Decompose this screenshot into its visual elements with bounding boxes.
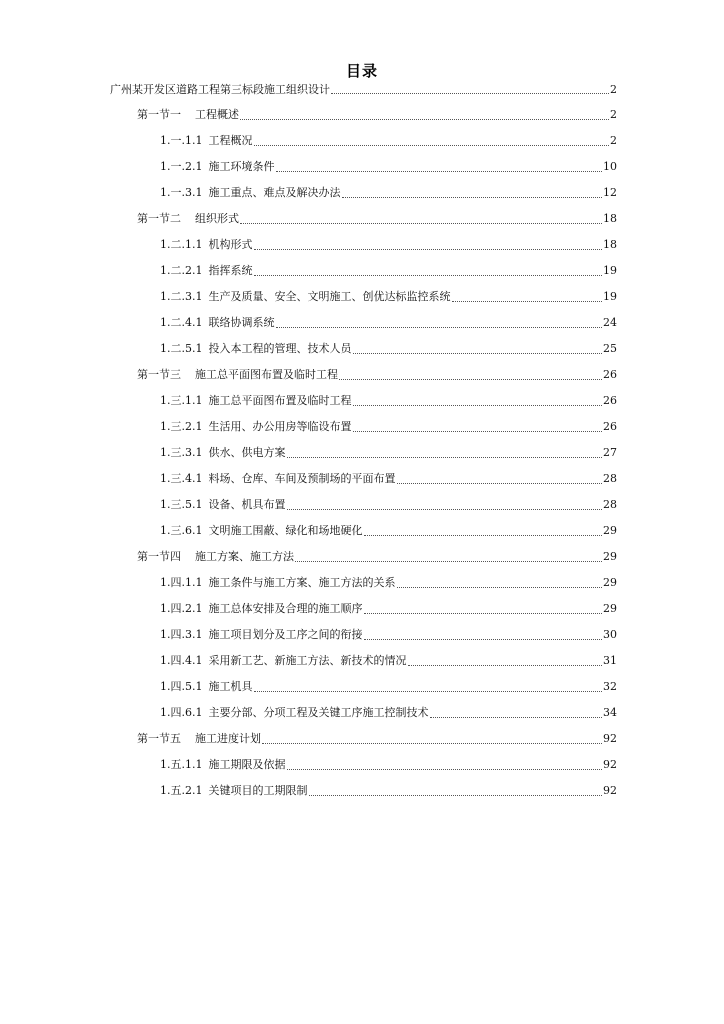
toc-dot-leader bbox=[364, 534, 603, 536]
toc-entry[interactable] bbox=[0, 102, 724, 128]
toc-entry-page: 92 bbox=[603, 758, 617, 771]
toc-entry[interactable] bbox=[0, 726, 724, 752]
toc-entry-number: 1.四.3.1 bbox=[160, 628, 203, 641]
toc-entry[interactable] bbox=[0, 518, 724, 544]
toc-dot-leader bbox=[295, 560, 602, 562]
toc-entry-number: 1.一.2.1 bbox=[160, 160, 203, 173]
toc-dot-leader bbox=[262, 742, 602, 744]
toc-entry-number: 1.三.6.1 bbox=[160, 524, 203, 537]
toc-entry-page: 92 bbox=[603, 784, 617, 797]
toc-entry[interactable] bbox=[0, 700, 724, 726]
toc-entry-page: 2 bbox=[610, 134, 617, 147]
toc-entry-number: 1.五.2.1 bbox=[160, 784, 203, 797]
toc-entry[interactable] bbox=[0, 232, 724, 258]
toc-dot-leader bbox=[430, 716, 603, 718]
toc-dot-leader bbox=[353, 352, 603, 354]
toc-entry[interactable] bbox=[0, 440, 724, 466]
toc-entry-label: 施工期限及依据 bbox=[208, 758, 286, 771]
toc-entry[interactable] bbox=[0, 466, 724, 492]
toc-dot-leader bbox=[287, 456, 603, 458]
toc-entry-page: 30 bbox=[603, 628, 617, 641]
toc-dot-leader bbox=[408, 664, 603, 666]
toc-entry-number: 1.二.4.1 bbox=[160, 316, 203, 329]
toc-dot-leader bbox=[309, 794, 603, 796]
toc-entry-number: 1.二.5.1 bbox=[160, 342, 203, 355]
toc-entry-label: 主要分部、分项工程及关键工序施工控制技术 bbox=[208, 706, 429, 719]
toc-entry[interactable] bbox=[0, 258, 724, 284]
toc-entry-number: 第一节四 bbox=[137, 550, 181, 563]
toc-dot-leader bbox=[364, 638, 603, 640]
toc-entry-label: 施工条件与施工方案、施工方法的关系 bbox=[208, 576, 396, 589]
toc-entry-number: 1.四.4.1 bbox=[160, 654, 203, 667]
toc-dot-leader bbox=[452, 300, 603, 302]
toc-dot-leader bbox=[276, 326, 603, 328]
toc-entry-page: 92 bbox=[603, 732, 617, 745]
toc-dot-leader bbox=[254, 274, 603, 276]
toc-entry-label: 供水、供电方案 bbox=[208, 446, 286, 459]
toc-entry-page: 28 bbox=[603, 472, 617, 485]
toc-dot-leader bbox=[254, 144, 610, 146]
toc-entry[interactable] bbox=[0, 362, 724, 388]
toc-entry-label: 施工方案、施工方法 bbox=[195, 550, 294, 563]
toc-entry-page: 18 bbox=[603, 212, 617, 225]
toc-entry-label: 采用新工艺、新施工方法、新技术的情况 bbox=[208, 654, 407, 667]
toc-entry-number: 1.四.2.1 bbox=[160, 602, 203, 615]
toc-dot-leader bbox=[287, 768, 603, 770]
toc-dot-leader bbox=[342, 196, 603, 198]
toc-entry[interactable] bbox=[0, 206, 724, 232]
toc-dot-leader bbox=[254, 248, 603, 250]
toc-dot-leader bbox=[353, 404, 603, 406]
toc-entry[interactable] bbox=[0, 570, 724, 596]
toc-entry-page: 34 bbox=[603, 706, 617, 719]
toc-entry-label: 组织形式 bbox=[195, 212, 239, 225]
toc-entry-page: 10 bbox=[603, 160, 617, 173]
toc-entry-number: 1.四.5.1 bbox=[160, 680, 203, 693]
toc-entry[interactable] bbox=[0, 544, 724, 570]
toc-entry[interactable] bbox=[0, 78, 724, 102]
toc-entry[interactable] bbox=[0, 752, 724, 778]
toc-dot-leader bbox=[397, 482, 603, 484]
toc-entry-page: 32 bbox=[603, 680, 617, 693]
toc-entry-label: 生活用、办公用房等临设布置 bbox=[208, 420, 352, 433]
toc-entry-label: 施工环境条件 bbox=[208, 160, 275, 173]
toc-entry[interactable] bbox=[0, 492, 724, 518]
toc-entry-label: 施工总平面图布置及临时工程 bbox=[208, 394, 352, 407]
toc-entry-number: 1.二.3.1 bbox=[160, 290, 203, 303]
toc-entry-page: 2 bbox=[610, 83, 617, 96]
toc-entry[interactable] bbox=[0, 414, 724, 440]
toc-entry-number: 1.二.1.1 bbox=[160, 238, 203, 251]
toc-entry[interactable] bbox=[0, 674, 724, 700]
toc-entry-number: 1.三.2.1 bbox=[160, 420, 203, 433]
toc-dot-leader bbox=[331, 92, 609, 94]
toc-entry[interactable] bbox=[0, 310, 724, 336]
toc-entry-label: 施工重点、难点及解决办法 bbox=[208, 186, 341, 199]
toc-entry-label: 设备、机具布置 bbox=[208, 498, 286, 511]
toc-entry-number: 1.四.6.1 bbox=[160, 706, 203, 719]
toc-entry-label: 联络协调系统 bbox=[208, 316, 275, 329]
toc-entry-page: 19 bbox=[603, 264, 617, 277]
toc-entry-label: 工程概况 bbox=[208, 134, 253, 147]
toc-entry[interactable] bbox=[0, 336, 724, 362]
toc-entry[interactable] bbox=[0, 284, 724, 310]
toc-entry-number: 1.二.2.1 bbox=[160, 264, 203, 277]
toc-entry-number: 1.一.1.1 bbox=[160, 134, 203, 147]
toc-entry[interactable] bbox=[0, 778, 724, 804]
toc-entry-page: 31 bbox=[603, 654, 617, 667]
toc-entry-page: 26 bbox=[603, 420, 617, 433]
toc-entry-label: 关键项目的工期限制 bbox=[208, 784, 308, 797]
toc-entry-number: 1.三.1.1 bbox=[160, 394, 203, 407]
toc-entry-number: 1.三.4.1 bbox=[160, 472, 203, 485]
toc-entry-number: 1.五.1.1 bbox=[160, 758, 203, 771]
toc-entry-page: 29 bbox=[603, 602, 617, 615]
toc-dot-leader bbox=[240, 222, 602, 224]
toc-entry-number: 第一节一 bbox=[137, 108, 181, 121]
toc-entry-label: 工程概述 bbox=[195, 108, 239, 121]
toc-dot-leader bbox=[276, 170, 603, 172]
toc-entry-label: 施工机具 bbox=[208, 680, 253, 693]
toc-entry-number: 1.三.3.1 bbox=[160, 446, 203, 459]
toc-entry-page: 28 bbox=[603, 498, 617, 511]
toc-entry[interactable] bbox=[0, 154, 724, 180]
toc-entry-label: 广州某开发区道路工程第三标段施工组织设计 bbox=[110, 83, 330, 96]
toc-entry-page: 26 bbox=[603, 394, 617, 407]
toc-entry-number: 第一节二 bbox=[137, 212, 181, 225]
toc-entry[interactable] bbox=[0, 388, 724, 414]
toc-dot-leader bbox=[287, 508, 603, 510]
toc-entry-label: 施工总体安排及合理的施工顺序 bbox=[208, 602, 363, 615]
toc-entry-label: 投入本工程的管理、技术人员 bbox=[208, 342, 352, 355]
toc-entry-page: 12 bbox=[603, 186, 617, 199]
toc-entry-page: 29 bbox=[603, 550, 617, 563]
toc-entry-number: 第一节三 bbox=[137, 368, 181, 381]
toc-entry-page: 24 bbox=[603, 316, 617, 329]
toc-entry-page: 26 bbox=[603, 368, 617, 381]
toc-entry-label: 文明施工围蔽、绿化和场地硬化 bbox=[208, 524, 363, 537]
toc-entry[interactable] bbox=[0, 180, 724, 206]
toc-entry-label: 施工进度计划 bbox=[195, 732, 261, 745]
toc-dot-leader bbox=[254, 690, 603, 692]
toc-entry-page: 2 bbox=[610, 108, 617, 121]
toc-list bbox=[0, 78, 724, 804]
toc-entry-page: 29 bbox=[603, 576, 617, 589]
toc-entry-page: 27 bbox=[603, 446, 617, 459]
toc-dot-leader bbox=[353, 430, 603, 432]
toc-entry-label: 施工总平面图布置及临时工程 bbox=[195, 368, 338, 381]
toc-dot-leader bbox=[240, 118, 609, 120]
toc-entry[interactable] bbox=[0, 622, 724, 648]
toc-entry-page: 29 bbox=[603, 524, 617, 537]
toc-entry-label: 生产及质量、安全、文明施工、创优达标监控系统 bbox=[208, 290, 451, 303]
toc-entry-label: 料场、仓库、车间及预制场的平面布置 bbox=[208, 472, 396, 485]
toc-entry-number: 1.三.5.1 bbox=[160, 498, 203, 511]
toc-dot-leader bbox=[364, 612, 603, 614]
toc-entry[interactable] bbox=[0, 596, 724, 622]
toc-title: 目录 bbox=[345, 62, 378, 80]
toc-entry[interactable] bbox=[0, 128, 724, 154]
toc-entry-number: 1.一.3.1 bbox=[160, 186, 203, 199]
toc-entry-label: 机构形式 bbox=[208, 238, 253, 251]
toc-entry-page: 19 bbox=[603, 290, 617, 303]
toc-dot-leader bbox=[339, 378, 602, 380]
toc-entry-page: 25 bbox=[603, 342, 617, 355]
toc-entry[interactable] bbox=[0, 648, 724, 674]
toc-entry-number: 1.四.1.1 bbox=[160, 576, 203, 589]
toc-entry-number: 第一节五 bbox=[137, 732, 181, 745]
toc-entry-label: 施工项目划分及工序之间的衔接 bbox=[208, 628, 363, 641]
toc-entry-label: 指挥系统 bbox=[208, 264, 253, 277]
toc-dot-leader bbox=[397, 586, 603, 588]
toc-entry-page: 18 bbox=[603, 238, 617, 251]
